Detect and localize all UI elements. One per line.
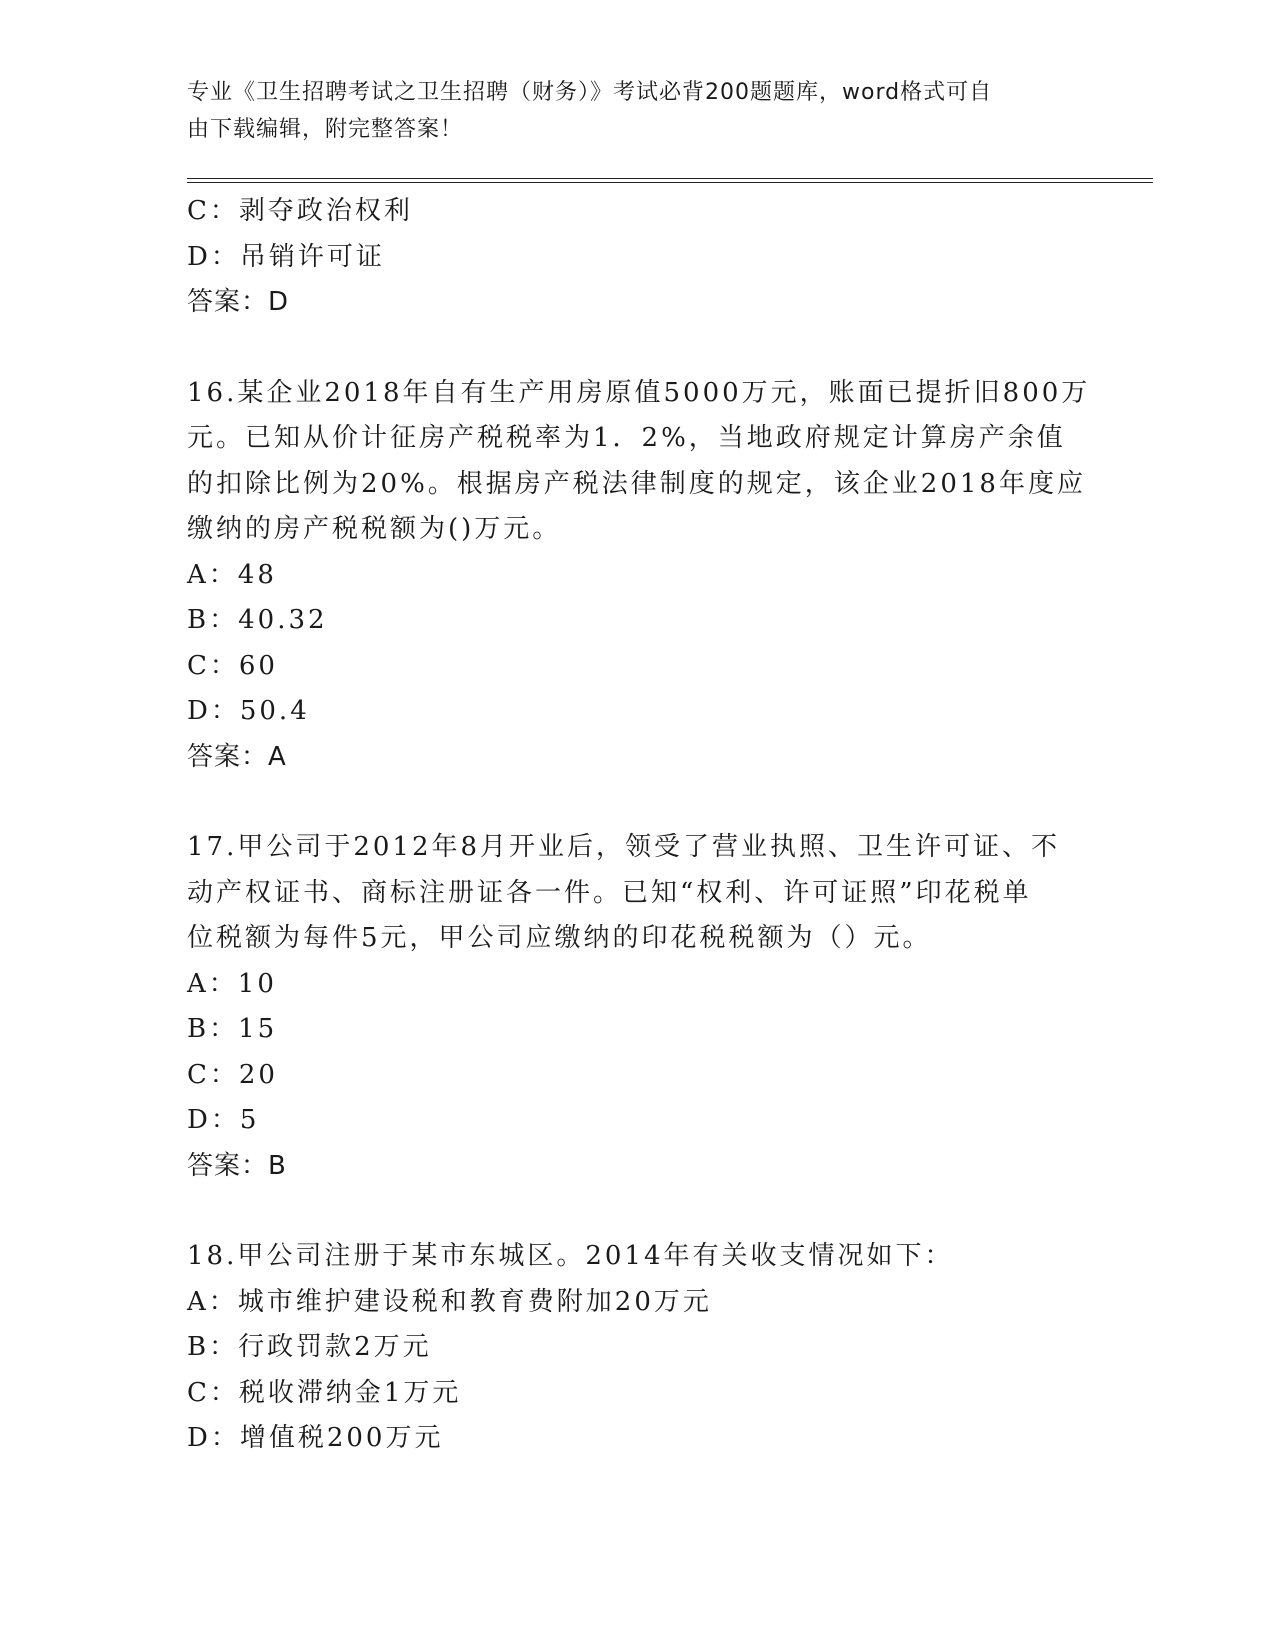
header-line-2: 由下载编辑，附完整答案！ — [187, 117, 464, 142]
question-17 — [187, 825, 1087, 1189]
question-18 — [187, 1234, 1087, 1462]
option-a: A：城市维护建设税和教育费附加20万元 — [187, 1286, 712, 1317]
option-c: C：剥夺政治权利 — [187, 196, 413, 226]
option-b: B：行政罚款2万元 — [187, 1332, 432, 1362]
stem-line: 的扣除比例为20%。根据房产税法律制度的规定，该企业2018年度应 — [187, 468, 1086, 499]
option-b: B：15 — [187, 1014, 278, 1044]
option-d: D：增值税200万元 — [187, 1423, 444, 1453]
option-b: B：40.32 — [187, 605, 328, 635]
stem-line: 元。已知从价计征房产税税率为1．2%，当地政府规定计算房产余值 — [187, 423, 1066, 453]
answer-line: 答案：A — [187, 741, 287, 772]
stem-line: 动产权证书、商标注册证各一件。已知“权利、许可证照”印花税单 — [187, 877, 1032, 908]
stem-line: 缴纳的房产税税额为()万元。 — [187, 514, 562, 544]
header-divider — [187, 178, 1153, 183]
question-stem — [187, 1234, 1087, 1280]
stem-line: 16.某企业2018年自有生产用房原值5000万元，账面已提折旧800万 — [187, 377, 1091, 408]
option-a: A：48 — [187, 559, 277, 590]
answer-line: 答案：D — [187, 287, 290, 317]
option-d: D：吊销许可证 — [187, 241, 385, 272]
option-c: C：20 — [187, 1059, 278, 1090]
option-c: C：税收滞纳金1万元 — [187, 1377, 462, 1408]
stem-line: 17.甲公司于2012年8月开业后，领受了营业执照、卫生许可证、不 — [187, 832, 1061, 862]
previous-question-tail — [187, 189, 1087, 326]
option-d: D：50.4 — [187, 696, 310, 726]
document-header — [187, 74, 1087, 148]
stem-line: 18.甲公司注册于某市东城区。2014年有关收支情况如下： — [187, 1241, 954, 1271]
header-line-1: 专业《卫生招聘考试之卫生招聘（财务）》考试必背200题题库，word格式可自 — [187, 80, 993, 105]
option-a: A：10 — [187, 968, 277, 999]
option-d: D：5 — [187, 1105, 260, 1135]
question-stem — [187, 371, 1091, 553]
option-c: C：60 — [187, 650, 278, 681]
question-stem — [187, 825, 1087, 962]
question-16 — [187, 371, 1091, 781]
question-list — [187, 189, 1091, 1462]
stem-line: 位税额为每件5元，甲公司应缴纳的印花税税额为（）元。 — [187, 923, 932, 953]
answer-line: 答案：B — [187, 1150, 287, 1181]
